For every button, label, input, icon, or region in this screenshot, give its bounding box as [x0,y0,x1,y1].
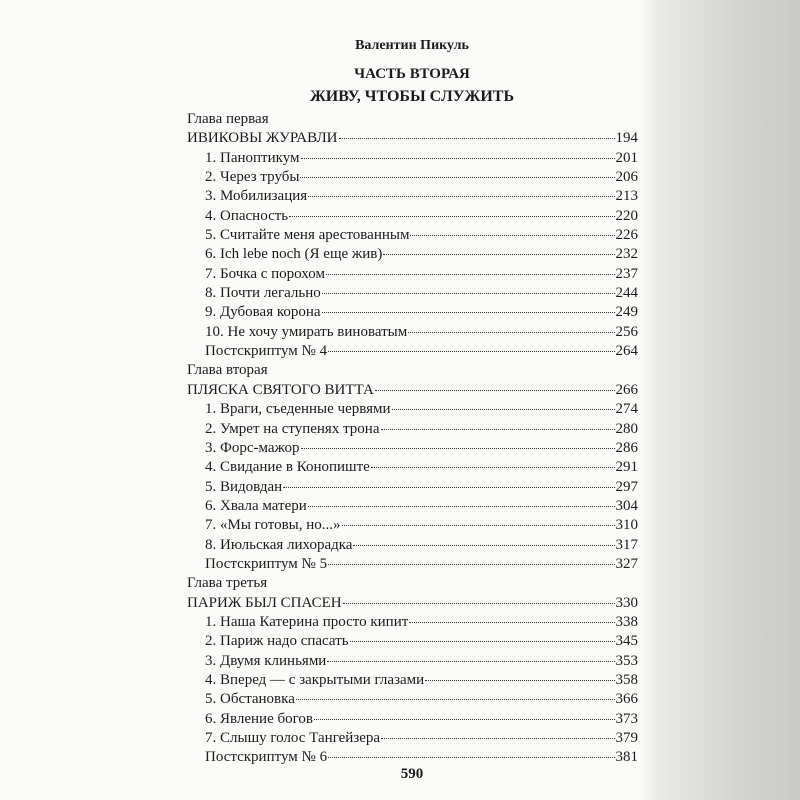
toc-entry-page: 266 [615,381,638,398]
toc-entry-page: 274 [615,401,638,418]
toc-entry-page: 237 [615,265,638,282]
toc-entry-page: 256 [615,323,638,340]
dot-leader [339,138,615,139]
chapter-label: Глава первая [187,111,269,127]
dot-leader [383,254,614,255]
toc-entry-title: Постскриптум № 6 [205,749,328,766]
section-entry[interactable] [187,613,638,632]
section-entry[interactable] [187,478,638,497]
part-subtitle: ЖИВУ, ЧТОБЫ СЛУЖИТЬ [309,88,515,105]
toc-entry-title: 7. «Мы готовы, но...» [205,517,341,534]
dot-leader [409,622,614,623]
toc-entry-title: 8. Июльская лихорадка [205,536,353,553]
section-entry[interactable] [187,497,638,516]
toc-entry-page: 327 [615,555,638,572]
toc-entry-title: 4. Свидание в Конопиште [205,459,370,476]
toc-entry-title: 2. Через трубы [205,169,300,186]
toc-entry-title: 4. Опасность [205,207,289,224]
dot-leader [308,196,614,197]
toc-entry-page: 232 [615,246,638,263]
toc-entry-page: 366 [615,691,638,708]
toc-entry-title: 5. Видовдан [205,478,283,495]
toc-entry-title: 5. Обстановка [205,691,295,708]
dot-leader [322,293,615,294]
toc-entry-page: 381 [615,749,638,766]
toc-entry-title: 4. Вперед — с закрытыми глазами [205,671,425,688]
part-title: ЧАСТЬ ВТОРАЯ [354,66,470,82]
section-entry[interactable] [187,555,638,574]
toc-entry-title: 3. Форс-мажор [205,439,300,456]
dot-leader [381,429,615,430]
section-entry[interactable] [187,342,638,361]
toc-entry-title: 6. Ich lebe noch (Я еще жив) [205,246,383,263]
toc-entry-page: 286 [615,439,638,456]
toc-entry-page: 353 [615,652,638,669]
section-entry[interactable] [187,226,638,245]
toc-entry-page: 358 [615,671,638,688]
toc-entry-page: 338 [615,613,638,630]
dot-leader [425,680,614,681]
toc-entry-page: 330 [615,594,638,611]
dot-leader [322,312,615,313]
toc-entry-title: ИВИКОВЫ ЖУРАВЛИ [187,130,338,147]
toc-entry-title: Постскриптум № 5 [205,555,328,572]
dot-leader [314,719,615,720]
toc-entry-title: 6. Явление богов [205,710,313,727]
section-entry[interactable] [187,748,638,767]
section-entry[interactable] [187,400,638,419]
dot-leader [375,390,615,391]
toc-entry-title: 3. Двумя клиньями [205,652,327,669]
toc-entry-page: 206 [615,169,638,186]
dot-leader [410,235,614,236]
section-entry[interactable] [187,168,638,187]
dot-leader [381,738,614,739]
toc-entry-title: 8. Почти легально [205,285,321,302]
dot-leader [353,545,614,546]
chapter-entry[interactable] [187,594,638,613]
toc-entry-page: 373 [615,710,638,727]
section-entry[interactable] [187,516,638,535]
dot-leader [296,699,615,700]
toc-entry-page: 226 [615,227,638,244]
toc-entry-title: 7. Слышу голос Тангейзера [205,730,381,746]
toc-entry-title: ПЛЯСКА СВЯТОГО ВИТТА [187,381,374,398]
chapter-label: Глава вторая [187,362,268,379]
section-entry[interactable] [187,439,638,458]
toc-entry-title: 2. Париж надо спасать [205,633,349,650]
toc-entry-page: 213 [615,188,638,205]
toc-entry-page: 201 [615,149,638,166]
toc-entry-page: 264 [615,343,638,360]
section-entry[interactable] [187,632,638,651]
section-entry[interactable] [187,245,638,264]
chapter-label: Глава третья [187,575,268,592]
toc-entry-page: 244 [615,285,638,302]
dot-leader [301,448,615,449]
toc-entry-page: 379 [615,730,638,746]
section-entry[interactable] [187,303,638,322]
toc-entry-title: 10. Не хочу умирать виноватым [205,323,408,340]
section-entry[interactable] [187,284,638,303]
section-entry[interactable] [187,690,638,709]
chapter-entry[interactable] [187,129,638,148]
page-gutter-shadow [640,0,800,800]
chapter-entry[interactable] [187,381,638,400]
section-entry[interactable] [187,187,638,206]
toc-entry-title: 1. Враги, съеденные червями [205,401,391,418]
dot-leader [408,332,614,333]
toc-entry-page: 317 [615,536,638,553]
page-number: 590 [400,766,424,782]
toc-entry-title: 1. Наша Катерина просто кипит [205,613,409,630]
toc-entry-page: 297 [615,478,638,495]
toc-entry-title: 7. Бочка с порохом [205,265,325,282]
section-entry[interactable] [187,207,638,226]
toc-entry-page: 280 [615,420,638,437]
dot-leader [289,216,614,217]
section-entry[interactable] [187,265,638,284]
section-entry[interactable] [187,149,638,168]
toc-entry-title: Постскриптум № 4 [205,343,328,360]
toc-entry-title: 5. Считайте меня арестованным [205,227,410,244]
section-entry[interactable] [187,323,638,342]
section-entry[interactable] [187,536,638,555]
toc-entry-title: 3. Мобилизация [205,188,308,205]
dot-leader [328,564,614,565]
toc-entry-title: ПАРИЖ БЫЛ СПАСЕН [187,594,342,611]
table-of-contents [187,110,638,768]
dot-leader [392,409,615,410]
section-entry[interactable] [187,671,638,690]
dot-leader [328,351,614,352]
toc-entry-title: 9. Дубовая корона [205,304,321,321]
dot-leader [308,506,615,507]
section-entry[interactable] [187,729,638,748]
dot-leader [343,603,615,604]
dot-leader [350,641,615,642]
toc-entry-title: 1. Паноптикум [205,149,300,166]
dot-leader [371,467,615,468]
section-entry[interactable] [187,710,638,729]
toc-entry-page: 304 [615,497,638,514]
section-entry[interactable] [187,420,638,439]
dot-leader [326,274,615,275]
dot-leader [328,757,614,758]
toc-entry-page: 310 [615,517,638,534]
section-entry[interactable] [187,458,638,477]
toc-entry-page: 345 [615,633,638,650]
section-entry[interactable] [187,652,638,671]
dot-leader [301,158,615,159]
toc-entry-page: 194 [615,130,638,147]
dot-leader [300,177,614,178]
toc-entry-title: 2. Умрет на ступенях трона [205,420,380,437]
toc-entry-page: 291 [615,459,638,476]
toc-entry-page: 220 [615,207,638,224]
dot-leader [342,525,615,526]
toc-entry-page: 249 [615,304,638,321]
dot-leader [283,487,614,488]
running-header-author: Валентин Пикуль [355,38,469,53]
toc-entry-title: 6. Хвала матери [205,497,307,514]
dot-leader [327,661,614,662]
